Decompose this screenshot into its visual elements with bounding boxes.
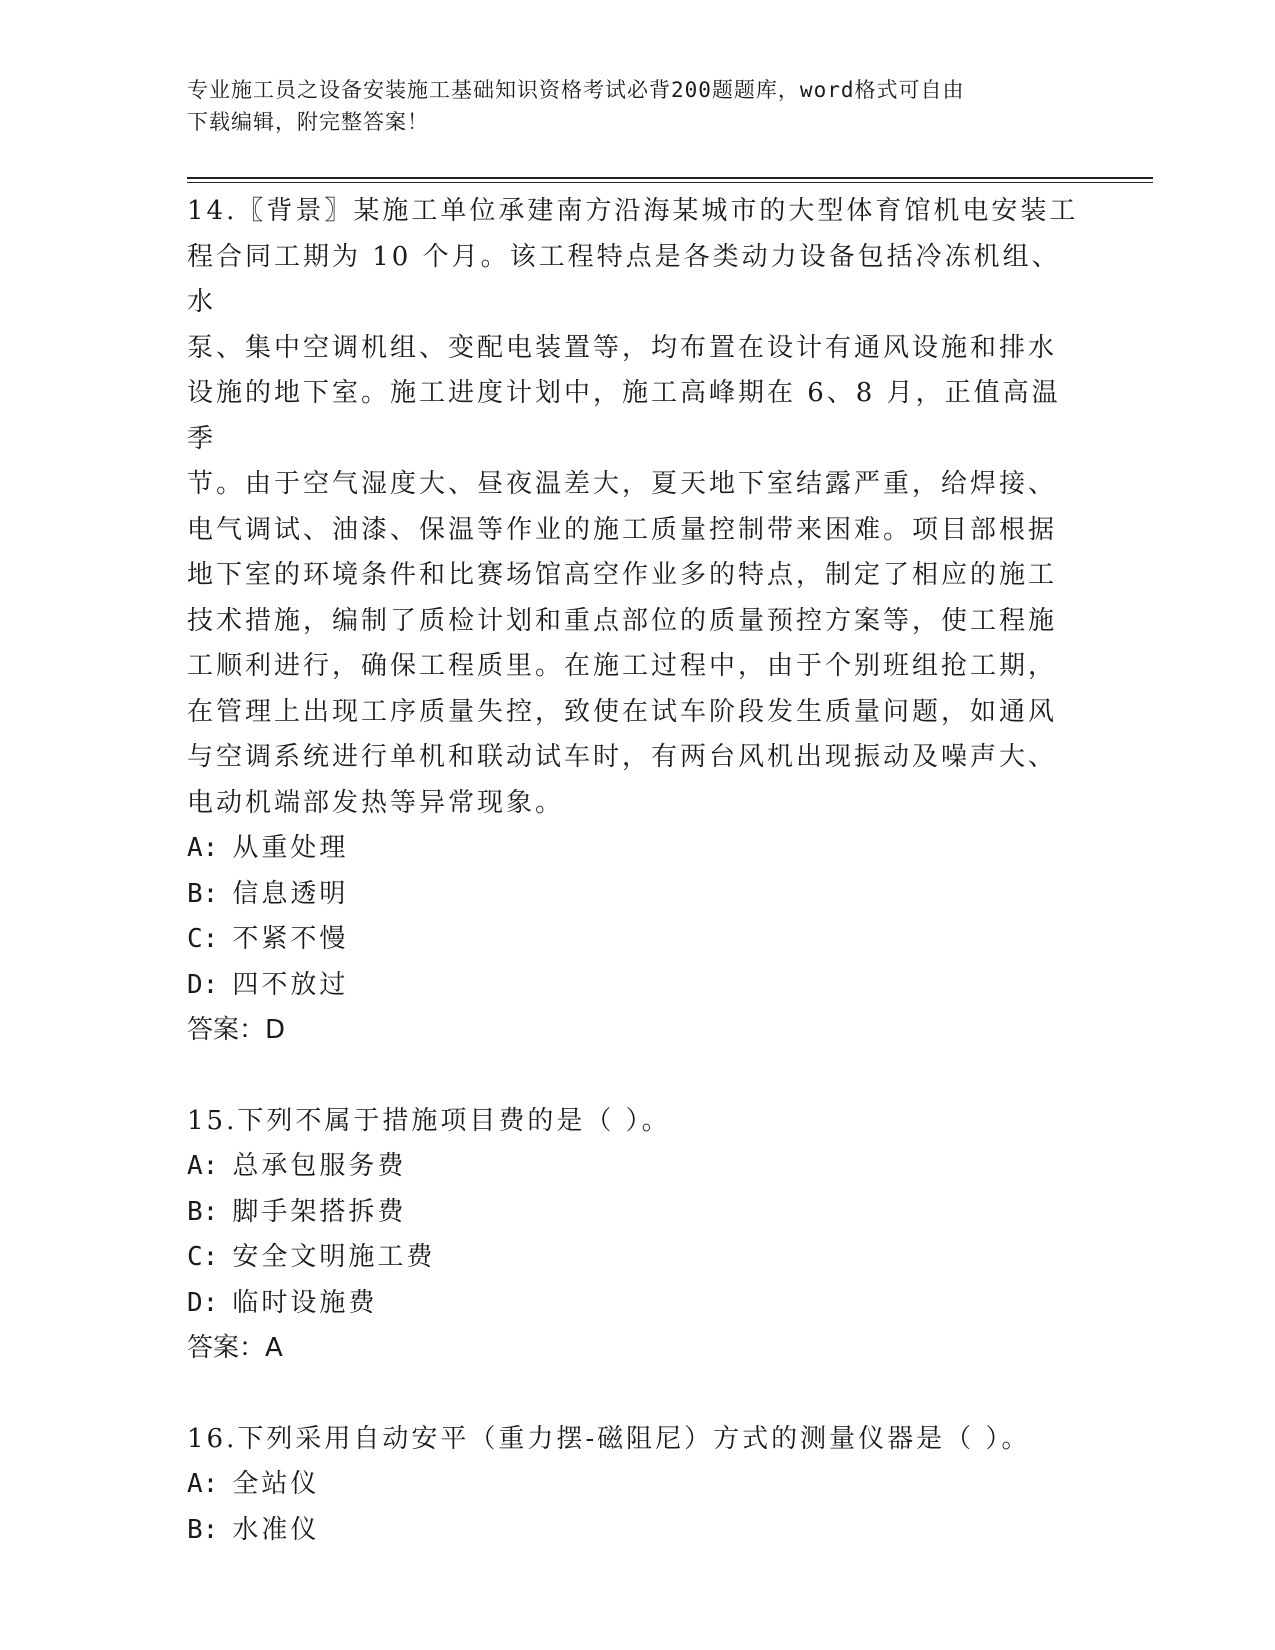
header-line-2: 下载编辑，附完整答案！ — [187, 110, 429, 134]
option-letter: D: — [187, 969, 219, 1000]
stem-line: 地下室的环境条件和比赛场馆高空作业多的特点，制定了相应的施工 — [187, 560, 1058, 590]
stem-line: 14.〖背景〗某施工单位承建南方沿海某城市的大型体育馆机电安装工 — [187, 196, 1079, 226]
option-text: 临时设施费 — [232, 1287, 378, 1318]
option-text: 四不放过 — [232, 969, 349, 1000]
stem-line: 设施的地下室。施工进度计划中，施工高峰期在 6、8 月，正值高温季 — [187, 378, 1061, 454]
option-letter: B: — [187, 1514, 219, 1545]
option-letter: A: — [187, 833, 219, 863]
stem-line: 工顺利进行，确保工程质里。在施工过程中，由于个别班组抢工期， — [187, 651, 1058, 681]
option-text: 全站仪 — [232, 1469, 320, 1499]
option-letter: B: — [187, 878, 219, 909]
option-text: 水准仪 — [232, 1514, 320, 1545]
spacer — [187, 1054, 1087, 1099]
option-letter: C: — [187, 1242, 219, 1272]
option-b — [187, 872, 1087, 918]
option-letter: B: — [187, 1196, 219, 1227]
answer-line: 答案：D — [187, 1015, 286, 1045]
stem-line: 15.下列不属于措施项目费的是（ ）。 — [187, 1105, 671, 1136]
option-a — [187, 1144, 1087, 1190]
question-15 — [187, 1099, 1087, 1372]
option-text: 不紧不慢 — [232, 924, 349, 954]
option-d — [187, 1281, 1087, 1327]
stem-line: 程合同工期为 10 个月。该工程特点是各类动力设备包括冷冻机组、水 — [187, 241, 1061, 317]
question-stem — [187, 189, 1087, 826]
option-text: 安全文明施工费 — [232, 1242, 436, 1272]
stem-line: 在管理上出现工序质量失控，致使在试车阶段发生质量问题，如通风 — [187, 696, 1058, 727]
option-letter: D: — [187, 1287, 219, 1318]
question-16 — [187, 1417, 1087, 1554]
option-b — [187, 1508, 1087, 1554]
stem-line: 电动机端部发热等异常现象。 — [187, 787, 565, 818]
option-letter: A: — [187, 1469, 219, 1499]
option-c — [187, 917, 1087, 963]
stem-line: 16.下列采用自动安平（重力摆-磁阻尼）方式的测量仪器是（ ）。 — [187, 1423, 1031, 1454]
header-divider-thick — [187, 177, 1153, 179]
option-text: 信息透明 — [232, 878, 349, 909]
question-list — [187, 189, 1087, 1553]
stem-line: 节。由于空气湿度大、昼夜温差大，夏天地下室结露严重，给焊接、 — [187, 469, 1058, 499]
question-14 — [187, 189, 1087, 1054]
option-text: 从重处理 — [232, 833, 349, 863]
answer-line: 答案：A — [187, 1333, 283, 1363]
header-line-1: 专业施工员之设备安装施工基础知识资格考试必背200题题库，word格式可自由 — [187, 78, 965, 102]
option-letter: A: — [187, 1151, 219, 1181]
stem-line: 技术措施，编制了质检计划和重点部位的质量预控方案等，使工程施 — [187, 605, 1058, 636]
stem-line: 与空调系统进行单机和联动试车时，有两台风机出现振动及噪声大、 — [187, 742, 1058, 772]
spacer — [187, 1372, 1087, 1417]
option-a — [187, 1462, 1087, 1508]
option-text: 脚手架搭拆费 — [232, 1196, 407, 1227]
option-text: 总承包服务费 — [232, 1151, 407, 1181]
option-d — [187, 963, 1087, 1009]
document-header — [187, 74, 1067, 138]
option-a — [187, 826, 1087, 872]
stem-line: 电气调试、油漆、保温等作业的施工质量控制带来困难。项目部根据 — [187, 514, 1058, 545]
option-c — [187, 1235, 1087, 1281]
header-divider-thin — [187, 182, 1153, 183]
stem-line: 泵、集中空调机组、变配电装置等，均布置在设计有通风设施和排水 — [187, 332, 1058, 363]
option-letter: C: — [187, 924, 219, 954]
option-b — [187, 1190, 1087, 1236]
